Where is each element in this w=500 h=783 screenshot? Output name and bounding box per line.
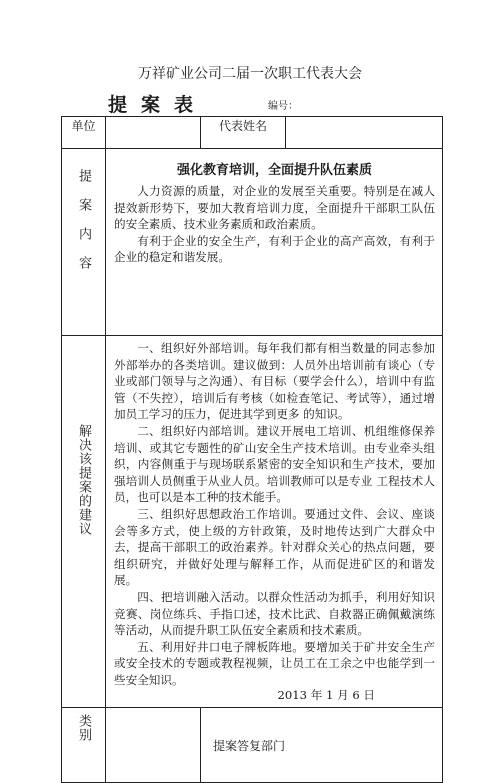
representative-name-value[interactable] <box>286 117 443 149</box>
suggestion-paragraph: 四、把培训融入活动。以群众性活动为抓手，利用好知识竞赛、岗位练兵、手指口述，技术比武、自救器正确佩戴演练等活动，从而提升职工队伍安全素质和技术素质。 <box>114 589 435 638</box>
suggestion-paragraph: 五、利用好井口电子牌板阵地。要增加关于矿井安全生产或安全技术的专题或教程视频，让员工在工余之中也能学到一些安全知识。 <box>114 639 435 687</box>
suggestion-paragraph: 二、组织好内部培训。建议开展电工培训、机组维修保养培训、或其它专题性的矿山安全生产技术培训。由专业牵头组织，内容侧重于与现场联系紧密的安全知识和生产技术，要加强培训人员侧重于从业人员。培训教师可以是专业 工程技术人员，也可以是本工种的技术能手。 <box>114 423 435 505</box>
proposal-date: 2013 年 1 月 6 日 <box>277 688 375 703</box>
proposal-form-table <box>61 116 443 783</box>
suggestion-row <box>62 336 443 708</box>
suggestion-body <box>106 336 443 708</box>
category-label: 类别 <box>76 714 91 743</box>
category-row <box>62 708 443 783</box>
representative-name-label: 代表姓名 <box>201 117 286 149</box>
unit-value[interactable] <box>106 117 201 149</box>
content-paragraph: 有利于企业的安全生产，有利于企业的高产高效，有利于企业的稳定和谐发展。 <box>114 233 435 265</box>
suggestion-paragraph: 一、组织好外部培训。每年我们都有相当数量的同志参加外部举办的各类培训。建议做到：人员外出培训前有谈心（专业或部门领导与之沟通）、有目标（要学会什么），培训中有监管（不失控），培训后有考核（如检查笔记、考试等），通过增加员工学习的压力，促进其学到更多 的知识。 <box>114 341 435 422</box>
suggestion-paragraph: 三、组织好思想政治工作培训。要通过文件、会议、座谈会等多方式，使上级的方针政策，及时地传达到广大群众中去，提高干部职工的政治素养。针对群众关心的热点问题，要组织研究，并做好处理与解释工作，从而促进矿区的和谐发展。 <box>114 506 435 588</box>
proposal-title: 强化教育培训，全面提升队伍素质 <box>176 163 372 178</box>
suggestion-label-cell <box>62 336 106 708</box>
form-title: 提案表 <box>108 94 208 116</box>
content-label: 提案内容 <box>76 169 91 285</box>
content-row <box>62 149 443 336</box>
suggestion-label: 解决该提案的建议 <box>76 424 91 536</box>
unit-row <box>62 117 443 149</box>
reply-department-cell <box>201 708 443 783</box>
content-body <box>106 149 443 336</box>
serial-number-label: 编号： <box>268 101 298 112</box>
category-value[interactable] <box>106 708 201 783</box>
content-label-cell <box>62 149 106 336</box>
content-paragraph: 人力资源的质量，对企业的发展至关重要。特别是在减人提效新形势下，要加大教育培训力度，全面提升干部职工队伍的安全素质、技术业务素质和政治素质。 <box>114 184 435 232</box>
reply-department-label: 提案答复部门 <box>213 738 286 753</box>
unit-label: 单位 <box>62 117 106 149</box>
category-label-cell <box>62 708 106 783</box>
organization-title: 万祥矿业公司二届一次职工代表大会 <box>138 66 362 82</box>
